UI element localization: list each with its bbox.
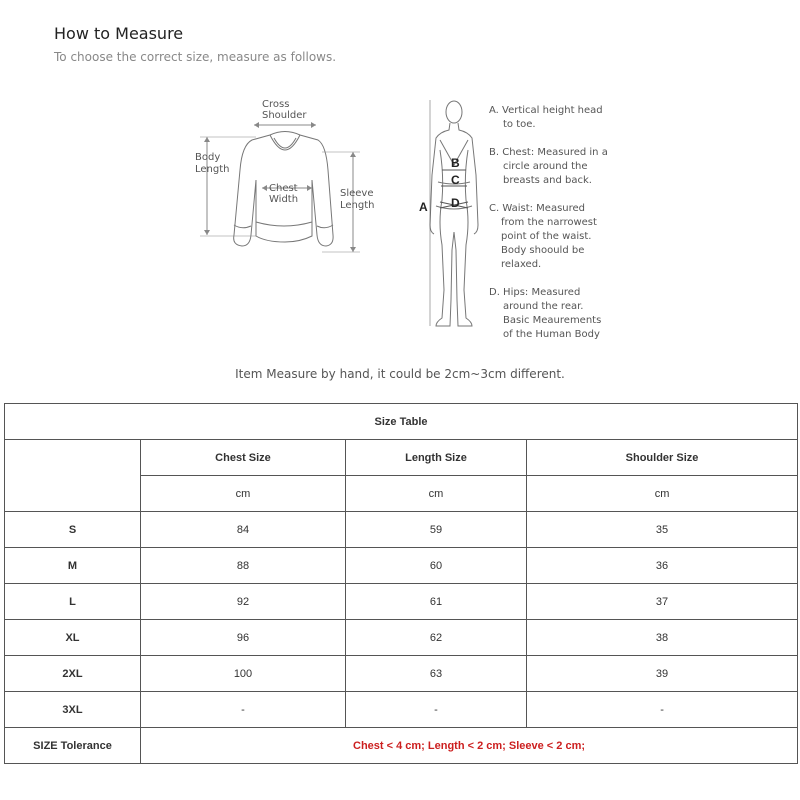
length-value: 61 <box>346 584 527 620</box>
table-row <box>5 656 798 692</box>
measure-instructions <box>489 105 608 340</box>
shoulder-value: 35 <box>527 512 798 548</box>
size-label: 2XL <box>5 656 141 692</box>
measurement-diagram <box>0 90 800 350</box>
length-value: 63 <box>346 656 527 692</box>
column-header-shoulder: Shoulder Size <box>527 440 798 476</box>
table-corner-cell <box>5 440 141 512</box>
size-label: XL <box>5 620 141 656</box>
instruction-c-line-1: C. Waist: Measured <box>489 203 586 214</box>
instruction-d-line-2: around the rear. <box>503 301 584 312</box>
chest-width-label-2: Width <box>269 194 299 205</box>
tolerance-value: Chest < 4 cm; Length < 2 cm; Sleeve < 2 cm; <box>141 728 798 764</box>
body-measure-lines <box>430 100 468 326</box>
shoulder-value: - <box>527 692 798 728</box>
instruction-d-line-4: of the Human Body <box>503 329 600 340</box>
tolerance-row <box>5 728 798 764</box>
page-title: How to Measure <box>54 24 184 43</box>
table-title: Size Table <box>5 404 798 440</box>
instruction-a-line-2: to toe. <box>503 119 536 130</box>
shoulder-value: 36 <box>527 548 798 584</box>
table-row <box>5 620 798 656</box>
instruction-c-line-5: relaxed. <box>501 259 542 270</box>
body-label-c: C <box>451 173 460 187</box>
chest-width-label-1: Chest <box>269 183 298 194</box>
instruction-b-line-1: B. Chest: Measured in a <box>489 147 608 158</box>
tolerance-label: SIZE Tolerance <box>5 728 141 764</box>
size-label: L <box>5 584 141 620</box>
instruction-a-line-1: A. Vertical height head <box>489 105 603 116</box>
shoulder-value: 38 <box>527 620 798 656</box>
table-row <box>5 512 798 548</box>
body-length-label-1: Body <box>195 152 221 163</box>
page-subtitle: To choose the correct size, measure as follows. <box>54 50 337 64</box>
chest-value: 96 <box>141 620 346 656</box>
size-label: S <box>5 512 141 548</box>
shoulder-value: 39 <box>527 656 798 692</box>
size-label: M <box>5 548 141 584</box>
length-value: 60 <box>346 548 527 584</box>
chest-value: 88 <box>141 548 346 584</box>
column-header-chest: Chest Size <box>141 440 346 476</box>
table-title-row <box>5 404 798 440</box>
cross-shoulder-label-2: Shoulder <box>262 110 307 121</box>
instruction-c-line-2: from the narrowest <box>501 217 597 228</box>
length-value: - <box>346 692 527 728</box>
chest-value: - <box>141 692 346 728</box>
length-value: 59 <box>346 512 527 548</box>
instruction-c-line-4: Body shoould be <box>501 245 585 256</box>
human-body-illustration <box>430 101 478 326</box>
instruction-b-line-3: breasts and back. <box>503 175 592 186</box>
body-label-b: B <box>451 156 460 170</box>
size-table <box>4 403 798 764</box>
column-header-length: Length Size <box>346 440 527 476</box>
unit-shoulder: cm <box>527 476 798 512</box>
sleeve-length-label-2: Length <box>340 200 375 211</box>
table-row <box>5 584 798 620</box>
chest-value: 84 <box>141 512 346 548</box>
sleeve-length-label-1: Sleeve <box>340 188 374 199</box>
instruction-b-line-2: circle around the <box>503 161 588 172</box>
body-length-label-2: Length <box>195 164 230 175</box>
body-label-d: D <box>451 196 460 210</box>
instruction-d-line-3: Basic Meaurements <box>503 315 602 326</box>
unit-length: cm <box>346 476 527 512</box>
size-label: 3XL <box>5 692 141 728</box>
chest-value: 92 <box>141 584 346 620</box>
cross-shoulder-label-1: Cross <box>262 99 290 110</box>
measure-note: Item Measure by hand, it could be 2cm~3cm different. <box>235 367 565 381</box>
shoulder-value: 37 <box>527 584 798 620</box>
table-row <box>5 692 798 728</box>
instruction-d-line-1: D. Hips: Measured <box>489 287 581 298</box>
instruction-c-line-3: point of the waist. <box>501 231 592 242</box>
length-value: 62 <box>346 620 527 656</box>
body-label-a: A <box>419 200 428 214</box>
chest-value: 100 <box>141 656 346 692</box>
unit-chest: cm <box>141 476 346 512</box>
table-header-row <box>5 440 798 476</box>
table-row <box>5 548 798 584</box>
